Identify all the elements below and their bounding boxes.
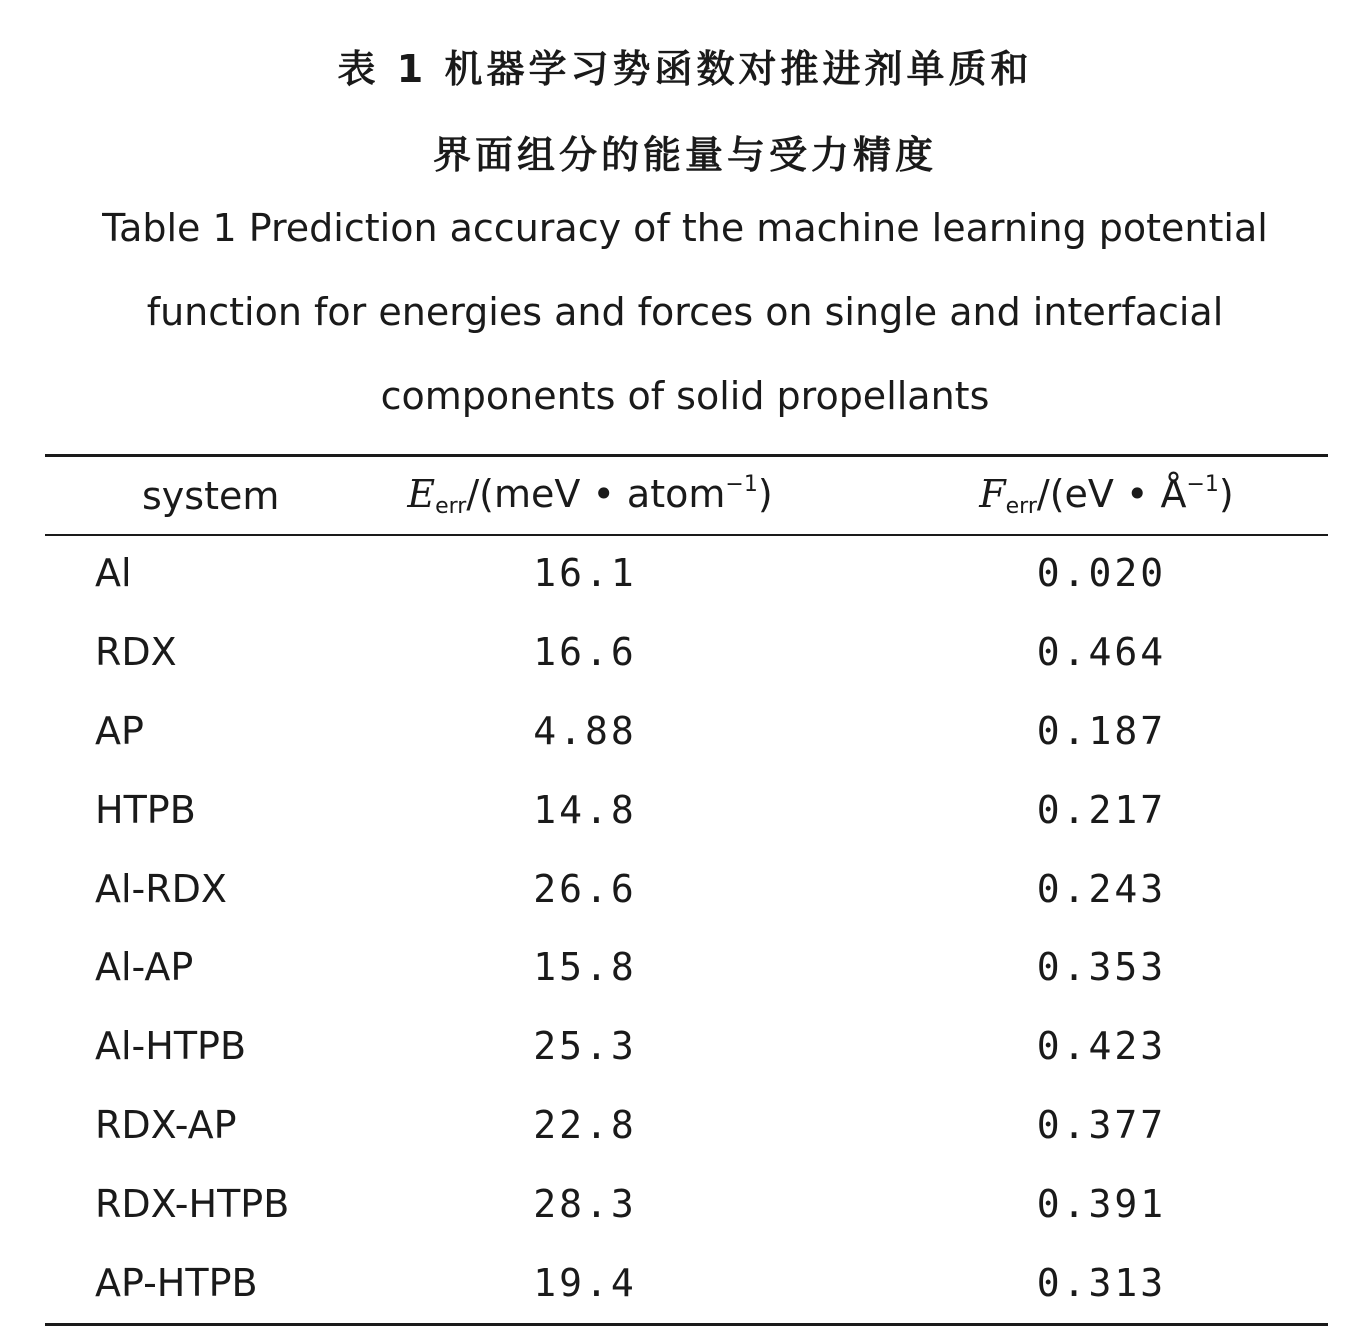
cell-system: RDX bbox=[95, 630, 177, 675]
force-superscript: −1 bbox=[1186, 472, 1219, 497]
table-header-row bbox=[45, 457, 1328, 534]
cell-system: RDX-AP bbox=[95, 1102, 237, 1147]
energy-unit-post: ) bbox=[757, 472, 773, 516]
header-force-error bbox=[905, 457, 1328, 534]
cell-force: 0.464 bbox=[1036, 630, 1167, 675]
force-unit-post: ) bbox=[1218, 472, 1234, 516]
cell-system: Al-HTPB bbox=[95, 1024, 247, 1069]
table-row bbox=[45, 534, 1328, 613]
cell-system: Al-RDX bbox=[95, 866, 227, 911]
table-row bbox=[45, 1164, 1328, 1243]
table-row bbox=[45, 770, 1328, 849]
cell-system: AP-HTPB bbox=[95, 1260, 258, 1305]
force-unit-pre: /(eV • Å bbox=[1036, 472, 1187, 516]
cell-energy: 16.6 bbox=[533, 630, 637, 675]
cell-force: 0.353 bbox=[1036, 945, 1167, 990]
energy-unit-pre: /(meV • atom bbox=[466, 472, 726, 516]
cell-energy: 4.88 bbox=[533, 708, 637, 753]
energy-subscript: err bbox=[435, 494, 467, 519]
table-row bbox=[45, 849, 1328, 928]
table-caption-en-line2: function for energies and forces on single and interfacial bbox=[146, 290, 1224, 334]
table-row bbox=[45, 1007, 1328, 1086]
table-row bbox=[45, 1086, 1328, 1165]
cell-force: 0.313 bbox=[1036, 1260, 1167, 1305]
force-subscript: err bbox=[1005, 494, 1037, 519]
cell-energy: 14.8 bbox=[533, 787, 637, 832]
cell-force: 0.020 bbox=[1036, 551, 1167, 596]
cell-force: 0.187 bbox=[1036, 708, 1167, 753]
cell-energy: 19.4 bbox=[533, 1260, 637, 1305]
table-bottom-rule bbox=[45, 1323, 1328, 1326]
cell-energy: 28.3 bbox=[533, 1181, 637, 1226]
table-row bbox=[45, 613, 1328, 692]
cell-energy: 25.3 bbox=[533, 1024, 637, 1069]
cell-system: Al bbox=[95, 551, 132, 596]
cell-force: 0.217 bbox=[1036, 787, 1167, 832]
cell-force: 0.377 bbox=[1036, 1102, 1167, 1147]
table-caption-cn-line1: 表 1 机器学习势函数对推进剂单质和 bbox=[337, 47, 1033, 91]
cell-system: AP bbox=[95, 708, 144, 753]
header-energy-error bbox=[365, 457, 905, 534]
force-symbol: F bbox=[979, 472, 1006, 516]
cell-force: 0.391 bbox=[1036, 1181, 1167, 1226]
cell-system: RDX-HTPB bbox=[95, 1181, 290, 1226]
energy-superscript: −1 bbox=[725, 472, 758, 497]
cell-energy: 16.1 bbox=[533, 551, 637, 596]
cell-energy: 15.8 bbox=[533, 945, 637, 990]
cell-energy: 22.8 bbox=[533, 1102, 637, 1147]
accuracy-table bbox=[45, 457, 1328, 1322]
cell-force: 0.423 bbox=[1036, 1024, 1167, 1069]
table-row bbox=[45, 928, 1328, 1007]
table-row bbox=[45, 692, 1328, 771]
cell-system: Al-AP bbox=[95, 945, 194, 990]
cell-force: 0.243 bbox=[1036, 866, 1167, 911]
table-caption-en-line3: components of solid propellants bbox=[380, 374, 990, 418]
energy-symbol: E bbox=[407, 472, 436, 516]
cell-energy: 26.6 bbox=[533, 866, 637, 911]
table-row bbox=[45, 1243, 1328, 1322]
table-caption-cn-line2: 界面组分的能量与受力精度 bbox=[432, 133, 937, 177]
table-caption-en-line1: Table 1 Prediction accuracy of the machine learning potential bbox=[102, 206, 1268, 250]
header-system: system bbox=[142, 473, 280, 518]
cell-system: HTPB bbox=[95, 787, 196, 832]
